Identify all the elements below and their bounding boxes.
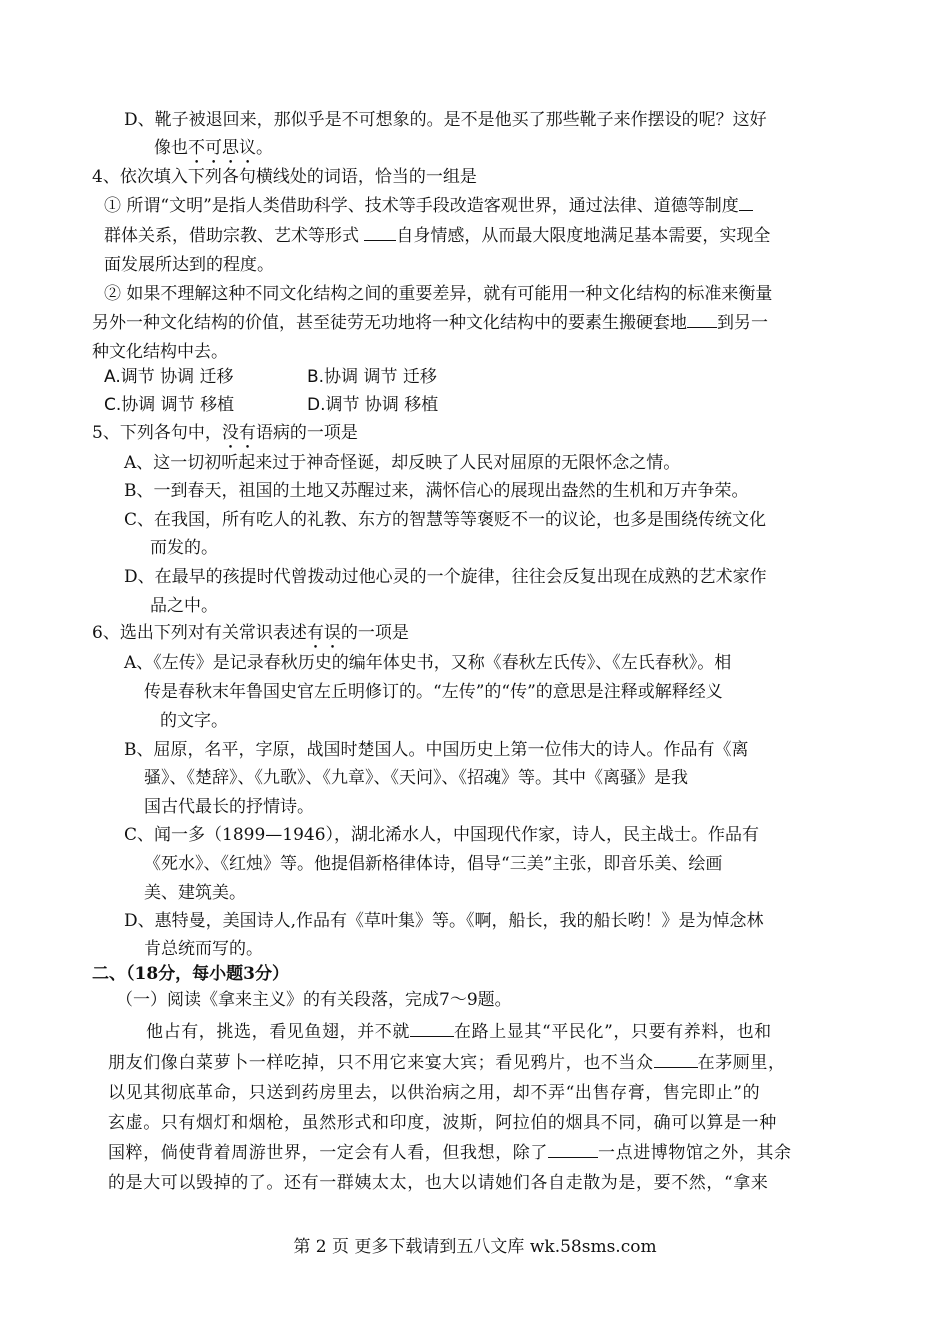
passage-line-5b: 一点进博物馆之外，其余	[598, 1143, 792, 1163]
passage-line-2a: 朋友们像白菜萝卜一样吃掉，只不用它来宴大宾；看见鸦片，也不当众	[108, 1053, 654, 1073]
q5-stem-pre: 5、下列各句中，	[92, 423, 222, 443]
q4-option-a: A.调节 协调 迁移	[104, 367, 234, 387]
q6-option-b-line3: 国古代最长的抒情诗。	[144, 797, 314, 817]
q6-option-a-line1: A、《左传》是记录春秋历史的编年体史书，又称《春秋左氏传》、《左氏春秋》。相	[124, 653, 732, 673]
q4-blank-2	[364, 225, 396, 241]
q6-stem	[92, 621, 409, 653]
q6-option-c-line1: C、闻一多（1899—1946），湖北浠水人，中国现代作家，诗人，民主战士。作品有	[124, 825, 760, 845]
q4-option-c: C.协调 调节 移植	[104, 395, 235, 415]
q6-option-d-line1: D、惠特曼，美国诗人,作品有《草叶集》等。《啊，船长，我的船长哟！》是为悼念林	[124, 911, 764, 931]
q6-stem-pre: 6、选出下列对有关常识表述	[92, 623, 307, 643]
q5-option-c-line1: C、在我国，所有吃人的礼教、东方的智慧等等褒贬不一的议论，也多是围绕传统文化	[124, 510, 767, 530]
q5-option-d-line2: 品之中。	[150, 596, 218, 616]
q4-s1-line2b: 自身情感，从而最大限度地满足基本需要，实现全	[396, 226, 771, 246]
passage-blank-2	[654, 1052, 698, 1068]
q5-stem-post: 语病的一项是	[255, 423, 358, 443]
passage-blank-3	[548, 1142, 598, 1158]
q4-s1-line2	[104, 224, 770, 248]
q6-option-b-line2: 骚》、《楚辞》、《九歌》、《九章》、《天问》、《招魂》等。其中《离骚》是我	[144, 768, 688, 788]
q4-s2-line2	[92, 311, 768, 335]
passage-line-2b: 在茅厕里，	[697, 1053, 786, 1073]
passage-line-1b: 在路上显其“平民化”，只要有养料，也和	[454, 1022, 772, 1042]
q4-s2-line2b: 到另一	[717, 313, 768, 333]
q4-s2-line2a: 另外一种文化结构的价值，甚至徒劳无功地将一种文化结构中的要素生搬硬套地	[92, 313, 687, 333]
part2-heading: 二、（18分，每小题3分）	[92, 964, 289, 984]
q4-s1-line3: 面发展所达到的程度。	[104, 255, 274, 275]
q4-s2-line1: ② 如果不理解这种不同文化结构之间的重要差异，就有可能用一种文化结构的标准来衡量	[104, 284, 773, 304]
q6-stem-emphasis: 有误	[306, 623, 341, 643]
q4-s1-line2a: 群体关系，借助宗教、艺术等形式	[104, 226, 365, 246]
q3-option-d-line1: D、靴子被退回来，那似乎是不可想象的。是不是他买了那些靴子来作摆设的呢？这好	[124, 110, 767, 130]
q3-d-line2-post: 。	[256, 138, 273, 158]
passage-line-3: 以见其彻底革命，只送到药房里去，以供治病之用，却不弄“出售存膏，售完即止”的	[108, 1083, 761, 1103]
passage-line-5a: 国粹，倘使背着周游世界，一定会有人看，但我想，除了	[108, 1143, 548, 1163]
q4-s2-line3: 种文化结构中去。	[92, 342, 228, 362]
q4-s1-line1	[104, 194, 753, 218]
q6-option-c-line2: 《死水》、《红烛》等。他提倡新格律体诗，倡导“三美”主张，即音乐美、绘画	[144, 854, 723, 874]
q6-stem-post: 的一项是	[340, 623, 409, 643]
passage-blank-1	[410, 1021, 454, 1037]
q4-stem: 4、依次填入下列各句横线处的词语，恰当的一组是	[92, 167, 477, 187]
q6-option-a-line3: 的文字。	[160, 711, 228, 731]
q3-d-emphasis: 不可思议	[188, 138, 256, 158]
q5-option-b: B、一到春天，祖国的土地又苏醒过来，满怀信心的展现出盎然的生机和万卉争荣。	[124, 481, 749, 501]
q5-stem	[92, 421, 358, 453]
q3-d-line2-pre: 像也	[154, 138, 188, 158]
passage-line-2	[108, 1051, 786, 1075]
q4-blank-1	[739, 195, 753, 211]
q3-option-d-line2	[154, 136, 273, 168]
q6-option-b-line1: B、屈原，名平，字原，战国时楚国人。中国历史上第一位伟大的诗人。作品有《离	[124, 740, 749, 760]
page-footer: 第 2 页 更多下载请到五八文库 wk.58sms.com	[293, 1237, 657, 1257]
passage-line-1a: 他占有，挑选，看见鱼翅，并不就	[146, 1022, 410, 1042]
passage-line-4: 玄虚。只有烟灯和烟枪，虽然形式和印度，波斯，阿拉伯的烟具不同，确可以算是一种	[108, 1113, 777, 1133]
q5-option-d-line1: D、在最早的孩提时代曾拨动过他心灵的一个旋律，往往会反复出现在成熟的艺术家作	[124, 567, 767, 587]
q4-option-d: D.调节 协调 移植	[307, 395, 439, 415]
q6-option-a-line2: 传是春秋末年鲁国史官左丘明修订的。“左传”的“传”的意思是注释或解释经义	[144, 682, 723, 702]
q5-option-a: A、这一切初听起来过于神奇怪诞，却反映了人民对屈原的无限怀念之情。	[124, 453, 681, 473]
q4-blank-3	[687, 312, 717, 328]
passage-line-6: 的是大可以毁掉的了。还有一群姨太太，也大以请她们各自走散为是，要不然，“拿来	[108, 1173, 769, 1193]
q6-option-d-line2: 肯总统而写的。	[144, 939, 263, 959]
part2-intro: （一）阅读《拿来主义》的有关段落，完成7～9题。	[116, 990, 512, 1010]
q5-stem-emphasis: 没有	[221, 423, 256, 443]
q4-option-b: B.协调 调节 迁移	[307, 367, 437, 387]
q6-option-c-line3: 美、建筑美。	[144, 883, 246, 903]
q4-s1-line1-text: ① 所谓“文明”是指人类借助科学、技术等手段改造客观世界，通过法律、道德等制度	[104, 196, 739, 216]
q5-option-c-line2: 而发的。	[150, 538, 218, 558]
passage-line-5	[108, 1141, 792, 1165]
passage-line-1	[146, 1020, 772, 1044]
